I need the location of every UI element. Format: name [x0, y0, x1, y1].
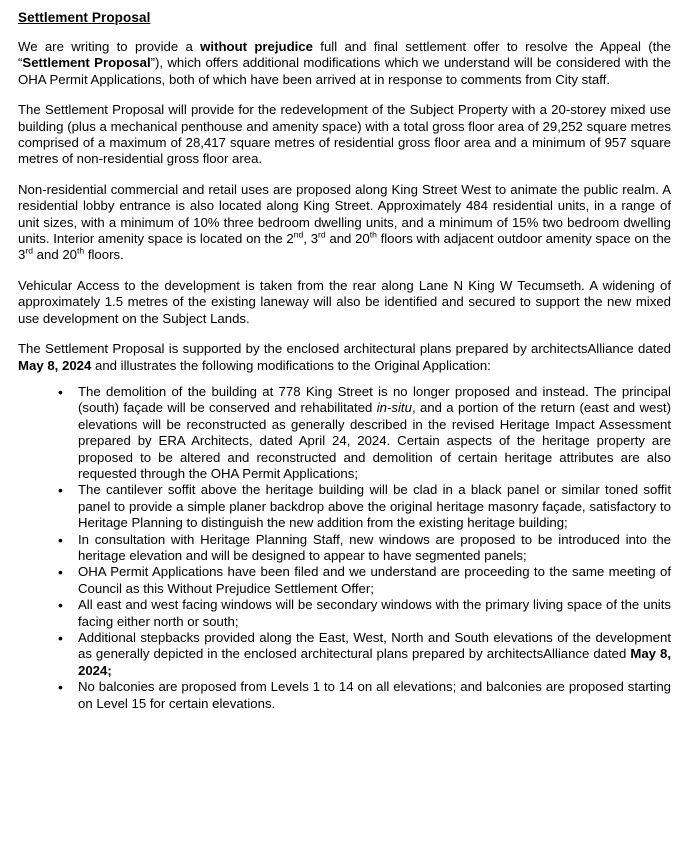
- list-item-text: Additional stepbacks provided along the East, West, North and South elevations of the development as generally depicted in the enclosed architectural plans prepared by architectsAlliance dated May 8, 2024;: [78, 630, 671, 678]
- list-item: [18, 384, 671, 482]
- bullet-marker: •: [58, 564, 63, 581]
- list-item-text: No balconies are proposed from Levels 1 to 14 on all elevations; and balconies are proposed starting on Level 15 for certain elevations.: [78, 679, 671, 711]
- modifications-list: [18, 384, 671, 712]
- list-item-text: OHA Permit Applications have been filed and we understand are proceeding to the same meeting of Council as this Without Prejudice Settlement Offer;: [78, 564, 671, 596]
- bullet-marker: •: [58, 531, 63, 548]
- bullet-marker: •: [58, 630, 63, 646]
- paragraph: Vehicular Access to the development is taken from the rear along Lane N King W Tecumseth. A widening of approximately 1.5 metres of the existing laneway will also be identified and secured to support the new mixed use development on the Subject Lands.: [18, 277, 671, 326]
- paragraph: We are writing to provide a without prejudice full and final settlement offer to resolve the Appeal (the “Settlement Proposal”), which offers additional modifications which we understand will be considered with the OHA Permit Applications, both of which have been arrived at in response to comments from City staff.: [18, 39, 671, 87]
- list-item: [18, 482, 671, 531]
- bullet-marker: •: [58, 482, 63, 499]
- list-item-text: The cantilever soffit above the heritage building will be clad in a black panel or similar toned soffit panel to provide a simple planer backdrop above the original heritage masonry façade, satisfactory to Heritage Planning to distinguish the new addition from the existing heritage building;: [78, 482, 671, 531]
- bullet-marker: •: [58, 597, 63, 614]
- list-item: [18, 564, 671, 597]
- paragraph-list: [18, 39, 671, 374]
- list-item-text: The demolition of the building at 778 King Street is no longer proposed and instead. The principal (south) façade will be conserved and rehabilitated in-situ, and a portion of the return (east and west) elevations will be reconstructed as generally described in the revised Heritage Impact Assessment prepared by ERA Architects, dated April 24, 2024. Certain aspects of the heritage property are proposed to be altered and reconstructed and demolition of certain heritage attributes are also requested through the OHA Permit Applications;: [78, 383, 671, 481]
- list-item: [18, 630, 671, 679]
- list-item: [18, 532, 671, 565]
- paragraph: The Settlement Proposal will provide for the redevelopment of the Subject Property with a 20-storey mixed use building (plus a mechanical penthouse and amenity space) with a total gross floor area of 29,252 square metres comprised of a maximum of 28,417 square metres of residential gross floor area and a minimum of 957 square metres of non-residential gross floor area.: [18, 102, 671, 167]
- list-item: [18, 679, 671, 712]
- paragraph: Non-residential commercial and retail uses are proposed along King Street West to animate the public realm. A residential lobby entrance is also located along King Street. Approximately 484 residential units, in a range of unit sizes, with a minimum of 10% three bedroom dwelling units, and a minimum of 15% two bedroom dwelling units. Interior amenity space is located on the 2nd, 3rd and 20th floors with adjacent outdoor amenity space on the 3rd and 20th floors.: [18, 181, 672, 263]
- list-item-text: In consultation with Heritage Planning Staff, new windows are proposed to be introduced into the heritage elevation and will be designed to appear to have segmented panels;: [78, 531, 671, 563]
- page-title: Settlement Proposal: [18, 10, 151, 25]
- list-item-text: All east and west facing windows will be secondary windows with the primary living space of the units facing either north or south;: [78, 597, 671, 629]
- paragraph: The Settlement Proposal is supported by the enclosed architectural plans prepared by architectsAlliance dated May 8, 2024 and illustrates the following modifications to the Original Application:: [18, 341, 671, 373]
- list-item: [18, 597, 671, 630]
- bullet-marker: •: [58, 679, 63, 696]
- bullet-marker: •: [58, 383, 63, 400]
